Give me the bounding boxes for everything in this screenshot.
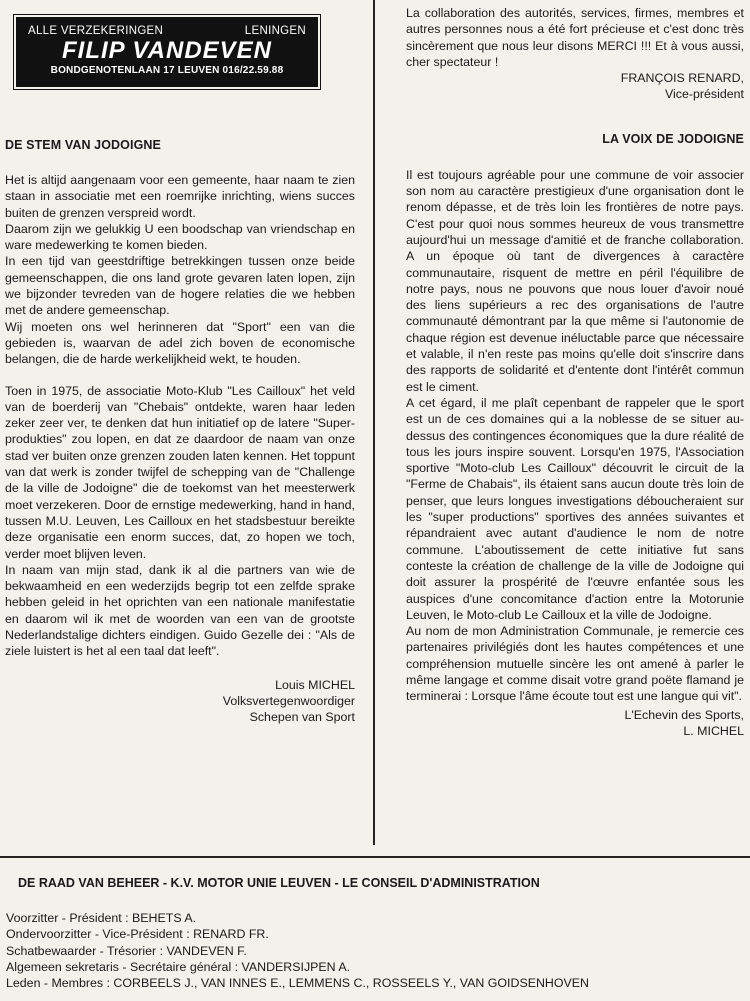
dutch-article-signature xyxy=(5,677,355,726)
dutch-paragraph: Toen in 1975, de associatie Moto-Klub "Les Cailloux" het veld van de boerderij van "Chebais" ontdekte, waren haar leden zeker zeer ver, te denken dat hun initiatief op de latere "Super-produkties" zou lopen, en dat ze daardoor de naam van onze stad ver buiten onze grenzen zouden laten kennen. Het toppunt van dat werk is zonder twijfel de schepping van de "Challenge de la ville de Jodoigne" die de toekomst van het meesterwerk moet verzekeren. Door de ernstige medewerking, hand in hand, tussen M.U. Leuven, Les Cailloux en het stadsbestuur bereikte deze organisatie een enorm succes, dat, zo hopen we toch, verder moet blijven leven. xyxy=(5,383,355,561)
dutch-article-body xyxy=(5,172,355,660)
signature-name: Louis MICHEL xyxy=(275,677,355,692)
french-paragraph: A cet égard, il me plaît cepenbant de rappeler que le sport est un de ces domaines qui a la noblesse de se situer au-dessus des contingences économiques que la dure réalité de tous les jours inspire souvent. Lorsqu'en 1975, l'Association sportive "Moto-club Les Cailloux" découvrit le circuit de la "Ferme de Chabais", ils étaient sans aucun doute très loin de penser, que leurs longues investigations déboucheraient sur les "super productions" sportives des années suivantes et répandraient avec autant d'audience le nom de notre commune. L'aboutissement de cette initiative fut sans conteste la création de challenge de la ville de Jodoigne qui doit assurer la prospérité de l'œuvre enfantée sous les auspices d'une concomitance d'action entre la Motorunie Leuven, le Moto-club Le Cailloux et la ville de Jodoigne. xyxy=(406,395,744,622)
dutch-paragraph: Daarom zijn we gelukkig U een boodschap van vriendschap en ware medewerking te komen bieden. xyxy=(5,221,355,253)
board-member: Ondervoorzitter - Vice-Président : RENARD FR. xyxy=(6,927,269,942)
dutch-article xyxy=(5,138,355,726)
board-members-list xyxy=(5,910,745,991)
thanks-paragraph: La collaboration des autorités, services, firmes, membres et autres personnes nous a été fort précieuse et c'est donc très sincèrement que nous leur disons MERCI !!! Et à vous aussi, cher spectateur ! xyxy=(406,6,744,69)
ad-address: BONDGENOTENLAAN 17 LEUVEN 016/22.59.88 xyxy=(50,65,284,76)
board-member: Voorzitter - Président : BEHETS A. xyxy=(6,911,197,925)
board-section xyxy=(5,876,745,991)
ad-loans-label: LENINGEN xyxy=(244,25,306,37)
section-divider xyxy=(0,856,750,858)
signature-title: L'Echevin des Sports, xyxy=(624,707,744,722)
board-member: Algemeen sekretaris - Secrétaire général : VANDERSIJPEN A. xyxy=(6,959,351,974)
signature-title: Vice-président xyxy=(665,87,744,102)
board-member: Schatbewaarder - Trésorier : VANDEVEN F. xyxy=(6,943,247,958)
vice-president-signature xyxy=(406,70,744,103)
dutch-article-heading: DE STEM VAN JODOIGNE xyxy=(5,138,161,152)
signature-name: L. MICHEL xyxy=(683,723,744,738)
french-column xyxy=(406,0,744,739)
french-article-signature xyxy=(406,707,744,740)
ad-company-name: FILIP VANDEVEN xyxy=(61,37,273,64)
ad-top-line xyxy=(28,25,306,37)
french-paragraph: Au nom de mon Administration Communale, je remercie ces partenaires privilégiés dont les hautes compétences et une compréhension mutuelle sincère les ont amené à parler le même langage et comme disait votre grand poëte flamand je terminerai : Lorsque l'âme écoute tout est une langue qui vit". xyxy=(406,624,744,704)
french-article-body xyxy=(406,167,744,705)
dutch-paragraph: In naam van mijn stad, dank ik al die partners van wie de bekwaamheid en een wederzijds begrip tot een zelfde sprake hebben geleid in het oprichten van een nationale manifestatie en daarom wil ik met de woorden van een van de grootste Nederlandstalige dichters eindigen. Guido Gezelle dei : "Als de ziele luistert is het al een taal dat leeft". xyxy=(5,562,355,659)
board-heading: DE RAAD VAN BEHEER - K.V. MOTOR UNIE LEUVEN - LE CONSEIL D'ADMINISTRATION xyxy=(18,876,540,890)
french-paragraph: Il est toujours agréable pour une commune de voir associer son nom au caractère prestigieux d'une organisation dont le renom dépasse, et de très loin les frontières de notre pays. C'est pour quoi nous sommes heureux de vous transmettre aujourd'hui un message d'amitié et de franche collaboration. A un époque où tant de divergences à caractère communautaire, risquent de mettre en péril l'équilibre de notre pays, nous ne pouvons que nous louer d'avoir noué des liens supérieurs a rec des organisations de l'autre communauté démontrant par la que même si l'autonomie de chaque région est devenue inéluctable parce que nécessaire et valable, il n'en reste pas moins qu'elle doit s'inscrire dans des rapports de solidarité et d'entente dont l'intérêt commun est le ciment. xyxy=(406,167,744,394)
signature-title: Volksvertegenwoordiger xyxy=(222,693,355,708)
column-divider xyxy=(373,0,375,845)
dutch-paragraph: Het is altijd aangenaam voor een gemeente, haar naam te zien staan in associatie met een roemrijke inrichting, wiens succes buiten de grenzen verspreid wordt. xyxy=(5,173,355,220)
ad-insurance-label: ALLE VERZEKERINGEN xyxy=(28,25,164,37)
french-article-heading: LA VOIX DE JODOIGNE xyxy=(602,131,744,146)
dutch-paragraph: In een tijd van geestdriftige betrekkingen tussen onze beide gemeenschappen, die ons land grote gevaren laten lopen, zijn we bijzonder tevreden van de hogere relaties die we hebben met de andere gemeenschap. xyxy=(5,254,355,318)
signature-name: FRANÇOIS RENARD, xyxy=(620,71,744,86)
advertisement-box xyxy=(16,17,318,87)
dutch-paragraph: Wij moeten ons wel herinneren dat "Sport" een van die gebieden is, waarvan de adel zich boven de economische belangen, die de harde werkelijkheid wekt, te houden. xyxy=(5,319,355,367)
board-member: Leden - Membres : CORBEELS J., VAN INNES E., LEMMENS C., ROSSEELS Y., VAN GOIDSENHOVEN xyxy=(6,976,589,991)
signature-role: Schepen van Sport xyxy=(249,710,355,725)
